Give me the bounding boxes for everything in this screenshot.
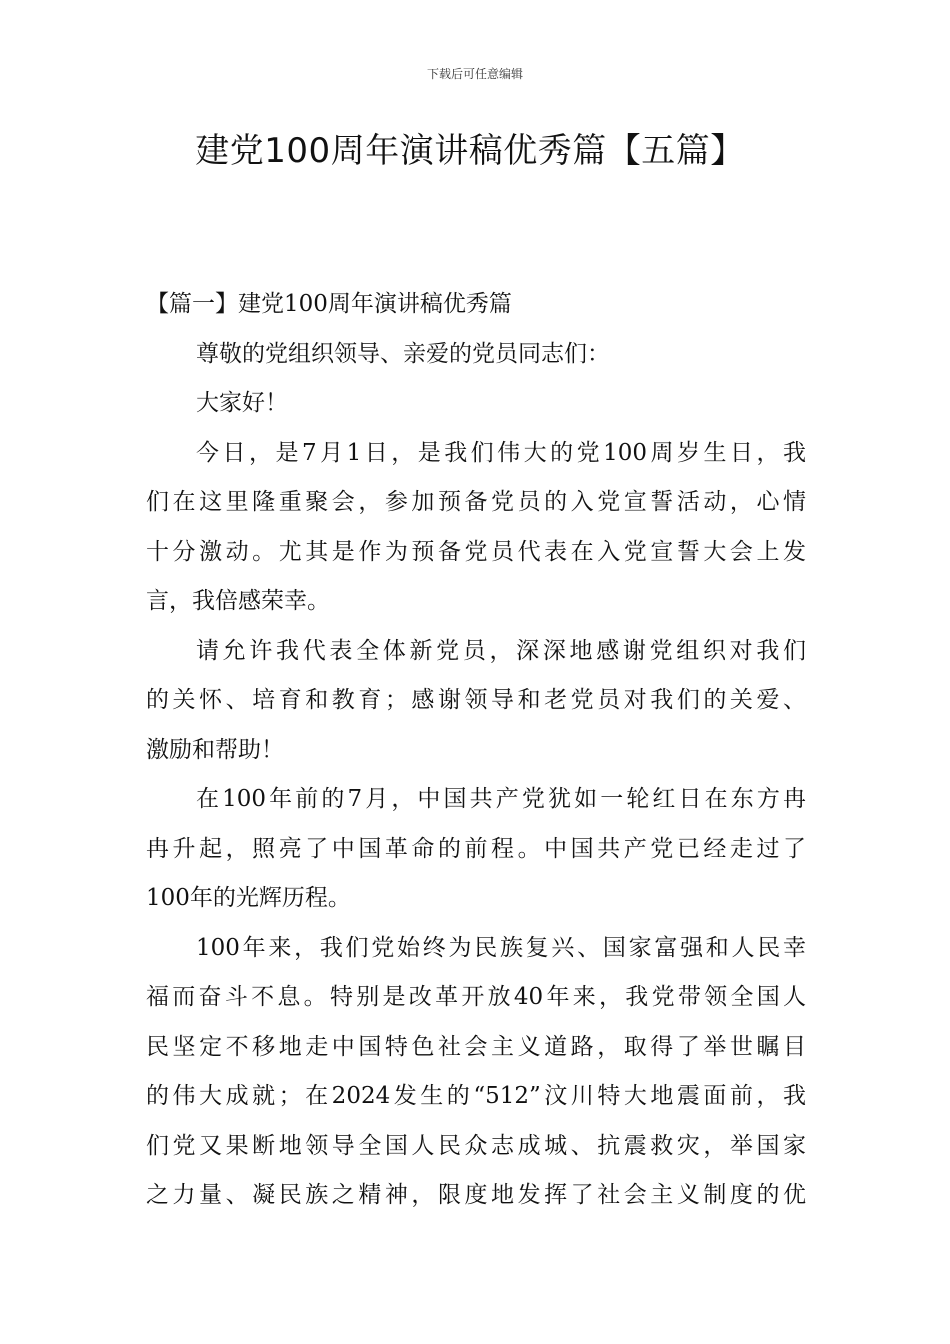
paragraph-line: 尊敬的党组织领导、亲爱的党员同志们： bbox=[196, 340, 610, 367]
paragraph-line: 冉升起，照亮了中国革命的前程。中国共产党已经走过了 bbox=[146, 835, 806, 862]
document-title: 建党100周年演讲稿优秀篇【五篇】 bbox=[195, 131, 745, 171]
document-body bbox=[146, 280, 806, 1221]
paragraph-line: 福而奋斗不息。特别是改革开放40年来，我党带领全国人 bbox=[146, 984, 806, 1010]
paragraph-greeting bbox=[146, 379, 806, 429]
paragraph-salutation bbox=[146, 330, 806, 380]
paragraph-line: 大家好！ bbox=[196, 390, 288, 416]
paragraph-line: 今日，是7月1日，是我们伟大的党100周岁生日，我 bbox=[196, 439, 806, 466]
paragraph bbox=[146, 429, 806, 627]
paragraph-line: 的关怀、培育和教育；感谢领导和老党员对我们的关爱、 bbox=[146, 687, 806, 713]
paragraph bbox=[146, 627, 806, 776]
paragraph-line: 100年来，我们党始终为民族复兴、国家富强和人民幸 bbox=[196, 934, 806, 961]
paragraph-line: 请允许我代表全体新党员，深深地感谢党组织对我们 bbox=[196, 637, 806, 664]
paragraph-line: 们在这里隆重聚会，参加预备党员的入党宣誓活动，心情 bbox=[146, 489, 806, 515]
paragraph-line: 的伟大成就；在2024发生的“512”汶川特大地震面前，我 bbox=[146, 1083, 806, 1109]
section-heading: 【篇一】建党100周年演讲稿优秀篇 bbox=[146, 291, 512, 317]
paragraph-line: 言，我倍感荣幸。 bbox=[146, 588, 330, 614]
paragraph bbox=[146, 775, 806, 924]
header-note: 下载后可任意编辑 bbox=[426, 67, 523, 81]
paragraph-line: 之力量、凝民族之精神，限度地发挥了社会主义制度的优 bbox=[146, 1182, 806, 1208]
paragraph-line: 们党又果断地领导全国人民众志成城、抗震救灾，举国家 bbox=[146, 1132, 806, 1159]
paragraph-line: 在100年前的7月，中国共产党犹如一轮红日在东方冉 bbox=[196, 786, 806, 812]
paragraph-line: 100年的光辉历程。 bbox=[146, 885, 351, 911]
paragraph bbox=[146, 924, 806, 1221]
paragraph-line: 激励和帮助！ bbox=[146, 736, 284, 763]
paragraph-line: 民坚定不移地走中国特色社会主义道路，取得了举世瞩目 bbox=[146, 1033, 806, 1060]
paragraph-line: 十分激动。尤其是作为预备党员代表在入党宣誓大会上发 bbox=[146, 538, 806, 565]
